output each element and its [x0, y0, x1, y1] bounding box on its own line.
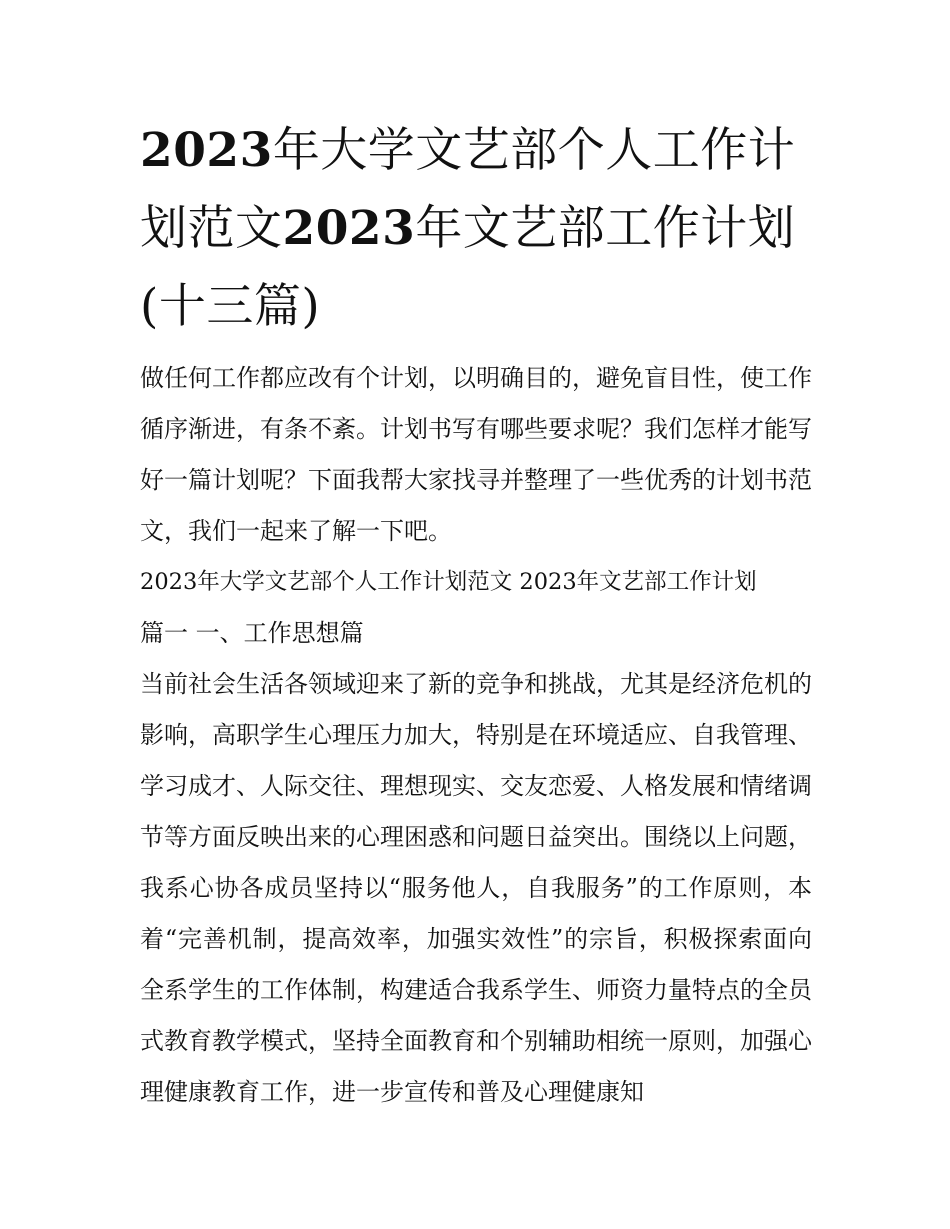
document-title: [140, 112, 820, 346]
title-year-2: 2023: [282, 201, 416, 256]
title-year-1: 2023: [140, 123, 273, 178]
title-text-1: 年大学文艺部个人工作计划范文: [140, 123, 796, 256]
intro-paragraph: 做任何工作都应改有个计划，以明确目的，避免盲目性，使工作循序渐进，有条不紊。计划书写有哪些要求呢？我们怎样才能写好一篇计划呢？下面我帮大家找寻并整理了一些优秀的计划书范文，我们一起来了解一下吧。: [140, 364, 812, 545]
document-body: [140, 353, 812, 1118]
body-paragraph: 当前社会生活各领域迎来了新的竞争和挑战，尤其是经济危机的影响，高职学生心理压力加大，特别是在环境适应、自我管理、学习成才、人际交往、理想现实、交友恋爱、人格发展和情绪调节等方面反映出来的心理困惑和问题日益突出。围绕以上问题，我系心协各成员坚持以“服务他人，自我服务”的工作原则，本着“完善机制，提高效率，加强实效性”的宗旨，积极探索面向全系学生的工作体制，构建适合我系学生、师资力量特点的全员式教育教学模式，坚持全面教育和个别辅助相统一原则，加强心理健康教育工作，进一步宣传和普及心理健康知: [140, 670, 812, 1106]
document-subtitle: 2023年大学文艺部个人工作计划范文 2023年文艺部工作计划: [140, 569, 757, 595]
section-heading: 篇一 一、工作思想篇: [140, 619, 364, 647]
title-text-2: 年文艺部工作计划(十三篇): [140, 201, 796, 334]
